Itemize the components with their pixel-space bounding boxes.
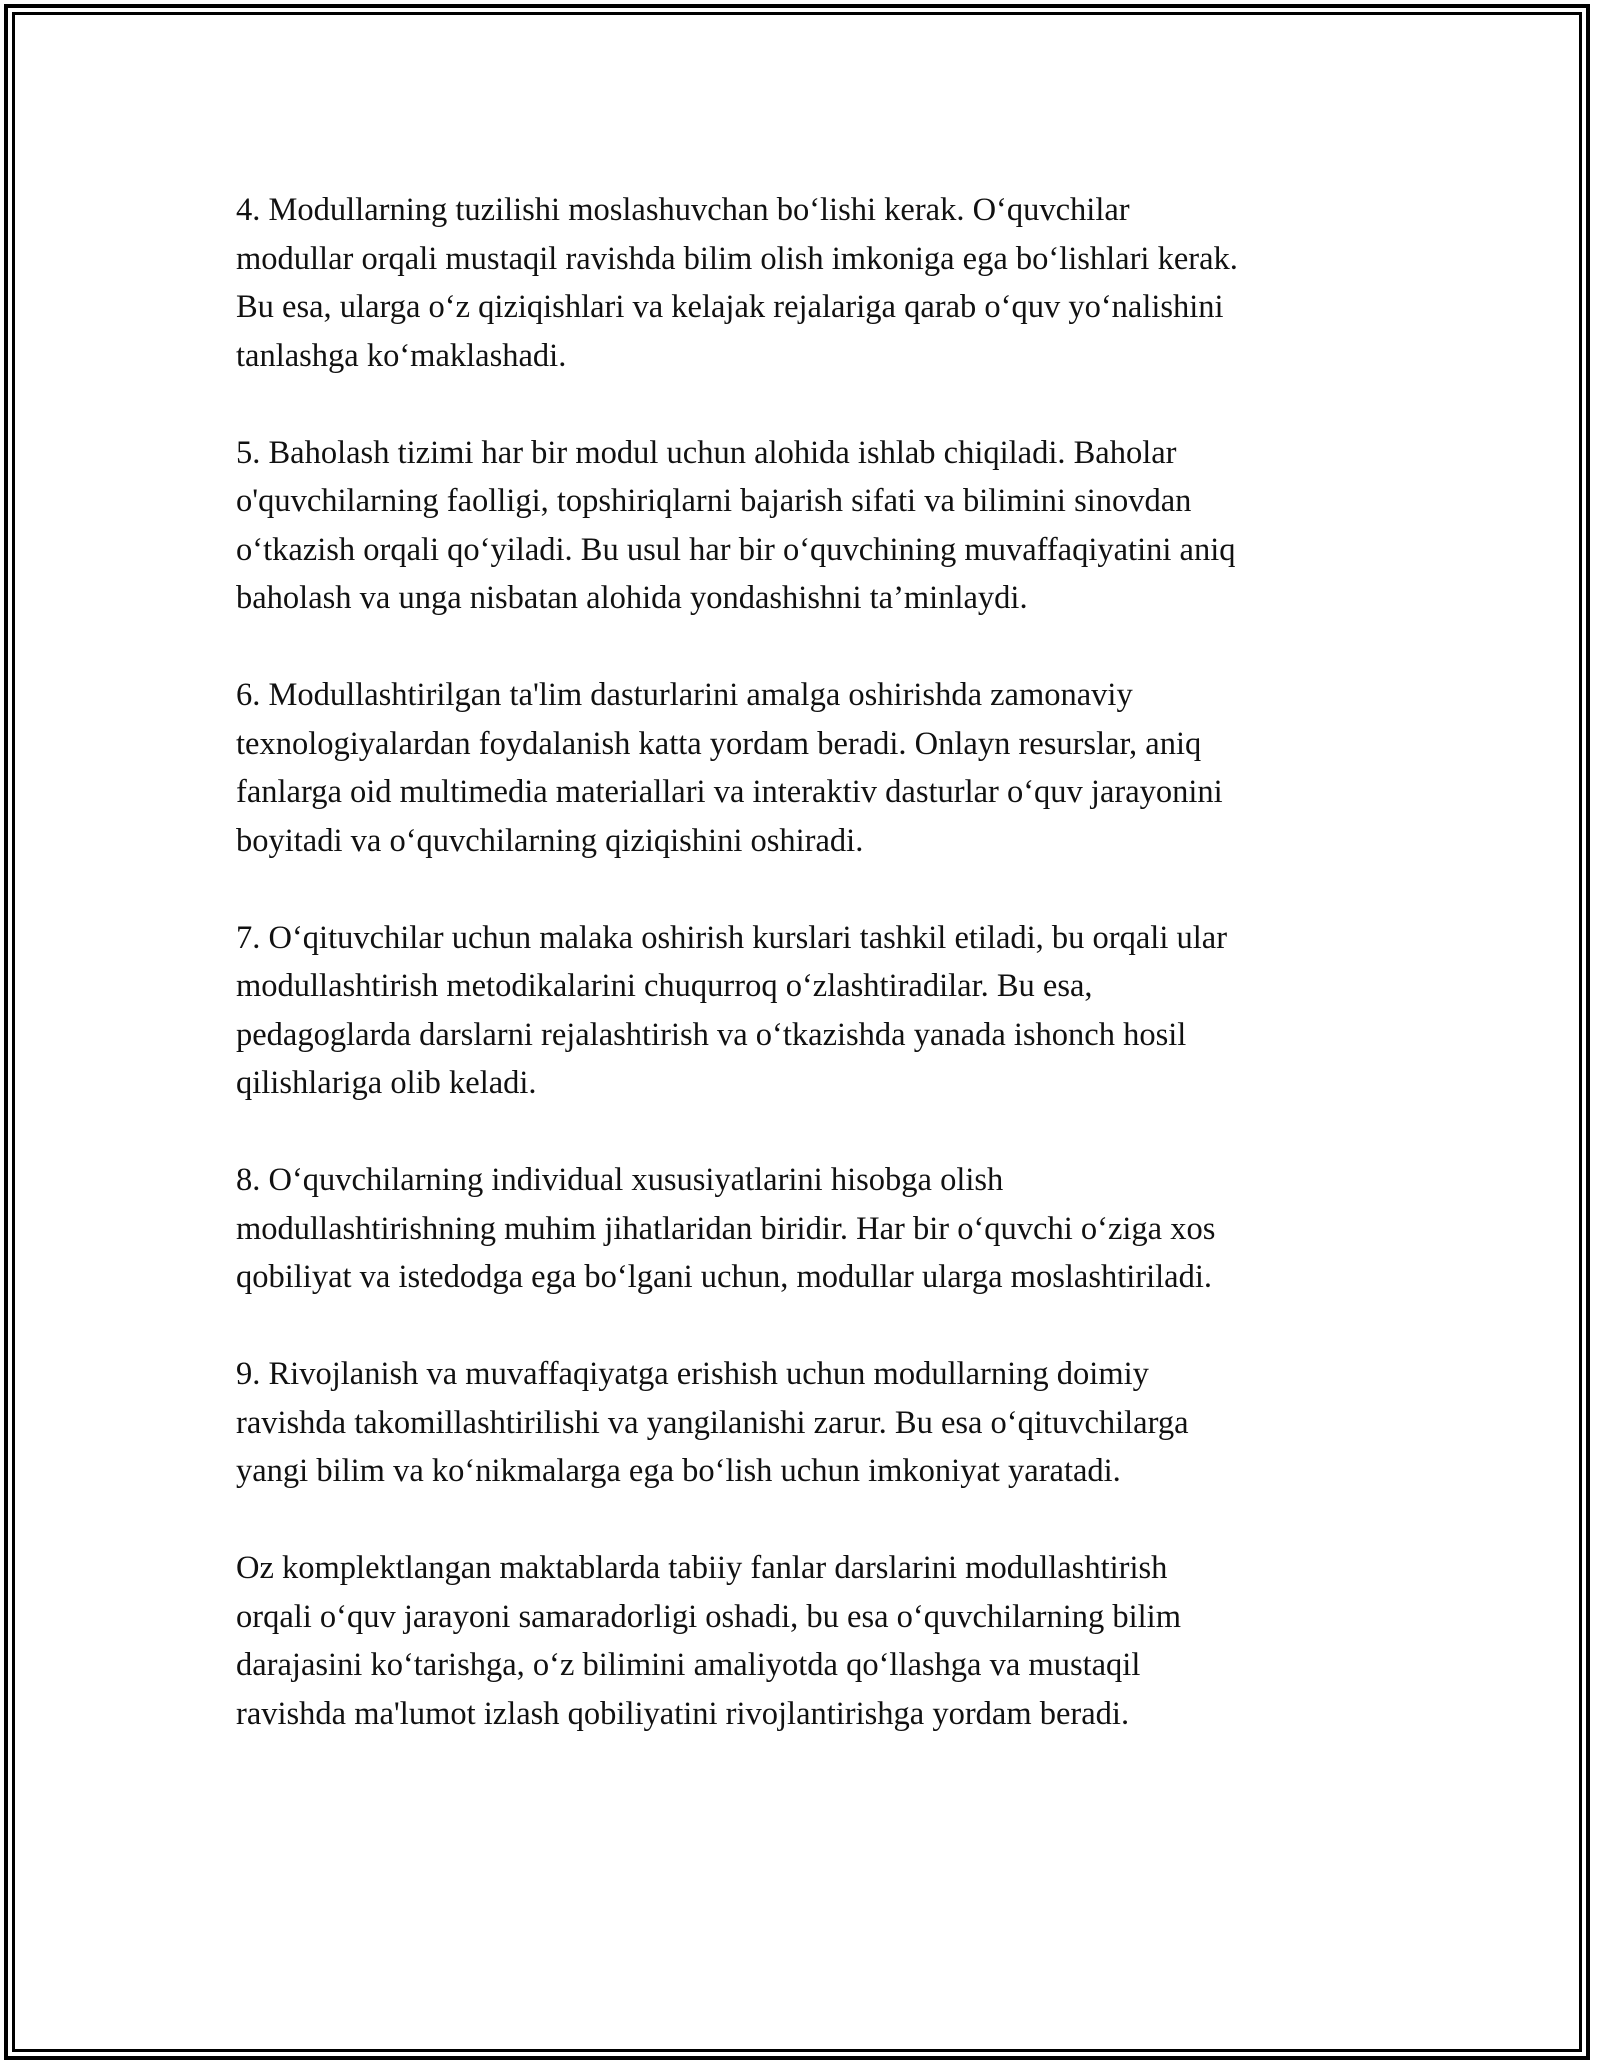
paragraph-5	[236, 429, 1376, 623]
text-line: boyitadi va o‘quvchilarning qiziqishini oshiradi.	[236, 822, 864, 859]
paragraph-conclusion	[236, 1544, 1376, 1738]
text-line: yangi bilim va ko‘nikmalarga ega bo‘lish uchun imkoniyat yaratadi.	[236, 1453, 1121, 1489]
text-line: orqali o‘quv jarayoni samaradorligi oshadi, bu esa o‘quvchilarning bilim	[236, 1598, 1181, 1635]
text-line: darajasini ko‘tarishga, o‘z bilimini amaliyotda qo‘llashga va mustaqil	[236, 1647, 1141, 1683]
text-line: qilishlariga olib keladi.	[236, 1065, 537, 1101]
document-body	[236, 186, 1376, 1787]
text-line: ravishda ma'lumot izlash qobiliyatini rivojlantirishga yordam beradi.	[236, 1695, 1130, 1732]
paragraph-9	[236, 1350, 1376, 1496]
text-line: Bu esa, ularga o‘z qiziqishlari va kelajak rejalariga qarab o‘quv yo‘nalishini	[236, 289, 1224, 325]
text-line: o'quvchilarning faolligi, topshiriqlarni bajarish sifati va bilimini sinovdan	[236, 483, 1192, 519]
paragraph-6	[236, 671, 1376, 865]
text-line: modullashtirish metodikalarini chuqurroq o‘zlashtiradilar. Bu esa,	[236, 968, 1093, 1004]
text-line: 9. Rivojlanish va muvaffaqiyatga erishish uchun modullarning doimiy	[236, 1356, 1149, 1392]
paragraph-4	[236, 186, 1376, 380]
text-line: 7. O‘qituvchilar uchun malaka oshirish kurslari tashkil etiladi, bu orqali ular	[236, 919, 1228, 956]
text-line: o‘tkazish orqali qo‘yiladi. Bu usul har bir o‘quvchining muvaffaqiyatini aniq	[236, 531, 1236, 568]
text-line: pedagoglarda darslarni rejalashtirish va o‘tkazishda yanada ishonch hosil	[236, 1016, 1187, 1053]
text-line: modullar orqali mustaqil ravishda bilim olish imkoniga ega bo‘lishlari kerak.	[236, 240, 1238, 277]
text-line: modullashtirishning muhim jihatlaridan biridir. Har bir o‘quvchi o‘ziga xos	[236, 1210, 1216, 1247]
text-line: ravishda takomillashtirilishi va yangilanishi zarur. Bu esa o‘qituvchilarga	[236, 1404, 1189, 1441]
text-line: 8. O‘quvchilarning individual xususiyatlarini hisobga olish	[236, 1162, 1004, 1198]
text-line: tanlashga ko‘maklashadi.	[236, 337, 567, 374]
text-line: fanlarga oid multimedia materiallari va interaktiv dasturlar o‘quv jarayonini	[236, 774, 1223, 810]
paragraph-7	[236, 914, 1376, 1108]
paragraph-8	[236, 1156, 1376, 1302]
text-line: Oz komplektlangan maktablarda tabiiy fanlar darslarini modullashtirish	[236, 1550, 1168, 1586]
text-line: 4. Modullarning tuzilishi moslashuvchan bo‘lishi kerak. O‘quvchilar	[236, 192, 1130, 228]
text-line: qobiliyat va istedodga ega bo‘lgani uchun, modullar ularga moslashtiriladi.	[236, 1259, 1212, 1295]
text-line: baholash va unga nisbatan alohida yondashishni ta’minlaydi.	[236, 580, 1028, 616]
text-line: texnologiyalardan foydalanish katta yordam beradi. Onlayn resurslar, aniq	[236, 725, 1202, 762]
text-line: 6. Modullashtirilgan ta'lim dasturlarini amalga oshirishda zamonaviy	[236, 677, 1133, 713]
text-line: 5. Baholash tizimi har bir modul uchun alohida ishlab chiqiladi. Baholar	[236, 434, 1177, 471]
